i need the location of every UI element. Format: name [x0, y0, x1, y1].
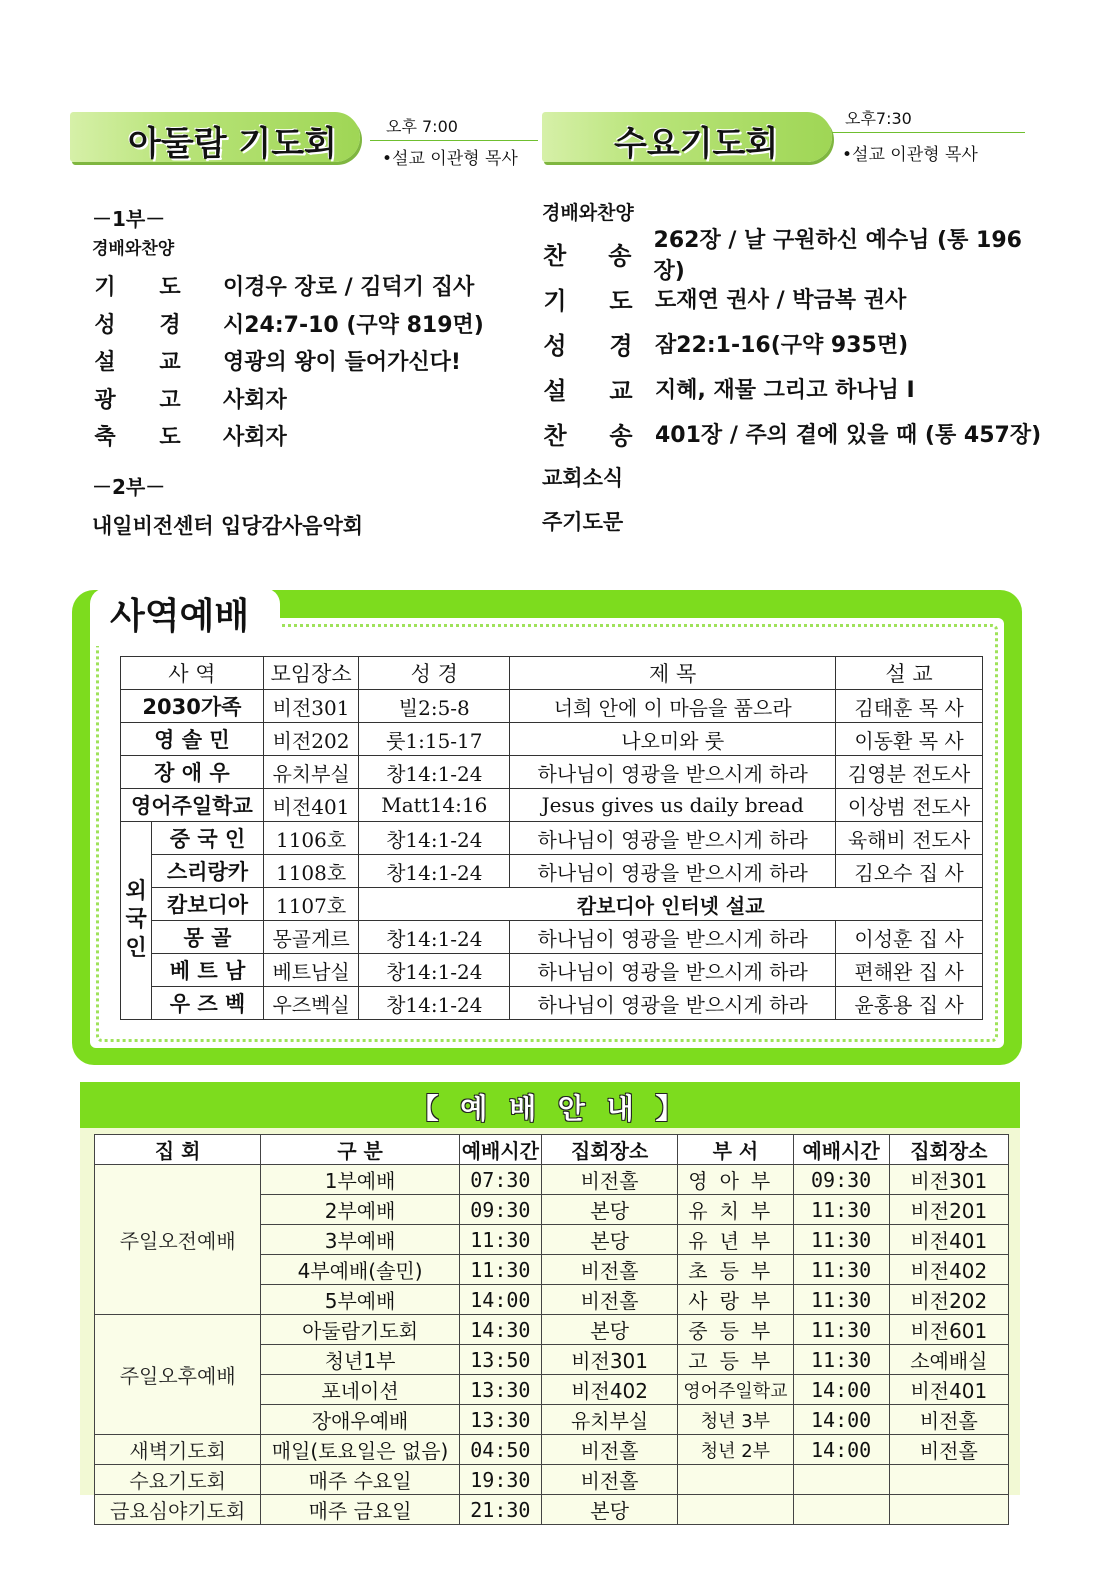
- ministry-title: 사역예배: [110, 596, 250, 637]
- ministry-place: 베트남실: [263, 954, 359, 987]
- guide-place: 본당: [541, 1195, 677, 1225]
- dept-time: 14:00: [793, 1405, 889, 1435]
- dept-place: 비전601: [889, 1315, 1008, 1345]
- ministry-name: 캄보디아: [152, 888, 264, 921]
- ministry-row: [121, 789, 983, 822]
- ministry-row: [121, 756, 983, 789]
- dept-time: 11:30: [793, 1315, 889, 1345]
- program-key: 성: [543, 332, 567, 360]
- wednesday-preacher: •설교 이관형 목사: [842, 145, 978, 165]
- guide-time: 13:50: [459, 1345, 541, 1375]
- adullam-title: 아둘람 기도회: [128, 124, 337, 164]
- ministry-row: [121, 987, 983, 1020]
- ministry-preacher: 이동환 목 사: [836, 723, 983, 756]
- ministry-col-header: 성 경: [359, 657, 510, 690]
- dept-place: 비전401: [889, 1225, 1008, 1255]
- dept-time: 11:30: [793, 1285, 889, 1315]
- worship-guide-bar: [80, 1082, 1020, 1128]
- ministry-subject: 하나님이 영광을 받으시게 하라: [510, 756, 836, 789]
- guide-time: 19:30: [459, 1465, 541, 1495]
- ministry-preacher: 윤홍용 집 사: [836, 987, 983, 1020]
- ministry-subject: 나오미와 룻: [510, 723, 836, 756]
- guide-place: 비전홀: [541, 1465, 677, 1495]
- dept-place: 비전202: [889, 1285, 1008, 1315]
- empty-cell: [889, 1465, 1008, 1495]
- adullam-program: [92, 203, 532, 540]
- guide-place: 본당: [541, 1225, 677, 1255]
- program-key: 교: [609, 377, 633, 405]
- guide-type: 매주 수요일: [261, 1465, 459, 1495]
- ministry-title-tab: [90, 588, 280, 646]
- program-key: 찬: [543, 242, 567, 270]
- guide-time: 11:30: [459, 1255, 541, 1285]
- guide-type: 아둘람기도회: [261, 1315, 459, 1345]
- program-key: 교: [159, 350, 181, 376]
- ministry-place: 유치부실: [263, 756, 359, 789]
- program-value: 도재연 권사 / 박금복 권사: [655, 288, 907, 313]
- program-row: [542, 411, 1042, 456]
- ministry-col-header: 모임장소: [263, 657, 359, 690]
- program-value: 262장 / 날 구원하신 예수님 (통 196장): [653, 227, 1022, 284]
- ministry-name: 영 솔 민: [121, 723, 264, 756]
- dept-name: 유년부: [678, 1225, 793, 1255]
- ministry-place: 몽골게르: [263, 921, 359, 954]
- dept-time: 14:00: [793, 1435, 889, 1465]
- dept-place: 비전301: [889, 1165, 1008, 1195]
- program-row: [92, 417, 532, 455]
- ministry-subject: 하나님이 영광을 받으시게 하라: [510, 921, 836, 954]
- ministry-name: 영어주일학교: [121, 789, 264, 822]
- dept-time: 11:30: [793, 1345, 889, 1375]
- guide-type: 2부예배: [261, 1195, 459, 1225]
- guide-time: 14:00: [459, 1285, 541, 1315]
- ministry-bible: Matt14:16: [359, 789, 510, 822]
- ministry-bible: 창14:1-24: [359, 921, 510, 954]
- dept-name: 청년 2부: [678, 1435, 793, 1465]
- empty-cell: [678, 1465, 793, 1495]
- adullam-header: [70, 100, 540, 170]
- ministry-preacher: 이성훈 집 사: [836, 921, 983, 954]
- guide-time: 11:30: [459, 1225, 541, 1255]
- dept-name: 영아부: [678, 1165, 793, 1195]
- ministry-row: [121, 888, 983, 921]
- ministry-table-header: [121, 657, 983, 690]
- ministry-col-header: 설 교: [836, 657, 983, 690]
- program-row: [542, 321, 1042, 366]
- part2-title: 내일비전센터 입당감사음악회: [92, 513, 364, 538]
- ministry-preacher: 편해완 집 사: [836, 954, 983, 987]
- wednesday-header: [542, 100, 1027, 170]
- divider: [370, 140, 538, 141]
- foreign-group-label: 외 국 인: [121, 822, 152, 1020]
- divider: [832, 132, 1025, 133]
- dept-time: 11:30: [793, 1255, 889, 1285]
- program-row: [92, 342, 532, 380]
- guide-type: 1부예배: [261, 1165, 459, 1195]
- guide-place: 비전홀: [541, 1285, 677, 1315]
- ministry-bible: 빌2:5-8: [359, 690, 510, 723]
- guide-type: 청년1부: [261, 1345, 459, 1375]
- program-value: 사회자: [223, 387, 287, 413]
- worship-guide-table: [94, 1134, 1009, 1525]
- guide-col-header: 집 회: [95, 1135, 261, 1165]
- guide-row: [95, 1465, 1009, 1495]
- part1-label: －1부－: [92, 207, 166, 231]
- program-key: 송: [609, 422, 633, 450]
- program-value: 이경우 장로 / 김덕기 집사: [223, 275, 475, 301]
- guide-place: 비전홀: [541, 1435, 677, 1465]
- wednesday-title: 수요기도회: [614, 124, 779, 164]
- empty-cell: [793, 1495, 889, 1525]
- ministry-name: 베 트 남: [152, 954, 264, 987]
- dept-place: 비전401: [889, 1375, 1008, 1405]
- ministry-name: 스리랑카: [152, 855, 264, 888]
- ministry-row: [121, 690, 983, 723]
- guide-col-header: 집회장소: [889, 1135, 1008, 1165]
- ministry-bible: 창14:1-24: [359, 756, 510, 789]
- ministry-preacher: 이상범 전도사: [836, 789, 983, 822]
- guide-group-name: 새벽기도회: [95, 1435, 261, 1465]
- ministry-row: [121, 921, 983, 954]
- dept-name: 영어주일학교: [678, 1375, 793, 1405]
- ministry-name: 2030가족: [121, 690, 264, 723]
- ministry-col-header: 제 목: [510, 657, 836, 690]
- ministry-name: 몽 골: [152, 921, 264, 954]
- dept-place: 비전홀: [889, 1435, 1008, 1465]
- dept-name: 고등부: [678, 1345, 793, 1375]
- program-value: 401장 / 주의 곁에 있을 때 (통 457장): [655, 423, 1042, 448]
- ministry-row: [121, 954, 983, 987]
- dept-time: 14:00: [793, 1375, 889, 1405]
- empty-cell: [793, 1465, 889, 1495]
- program-row: [92, 267, 532, 305]
- program-value: 잠22:1-16(구약 935면): [655, 333, 909, 358]
- wednesday-title-banner: [542, 112, 832, 162]
- guide-place: 비전301: [541, 1345, 677, 1375]
- guide-place: 비전홀: [541, 1165, 677, 1195]
- guide-row: [95, 1435, 1009, 1465]
- guide-table-header: [95, 1135, 1009, 1165]
- ministry-subject: 하나님이 영광을 받으시게 하라: [510, 987, 836, 1020]
- ministry-subject: 하나님이 영광을 받으시게 하라: [510, 855, 836, 888]
- program-row: [92, 305, 532, 343]
- ministry-subject: 하나님이 영광을 받으시게 하라: [510, 954, 836, 987]
- program-key: 기: [543, 287, 567, 315]
- dept-name: 유치부: [678, 1195, 793, 1225]
- dept-time: 09:30: [793, 1165, 889, 1195]
- guide-time: 13:30: [459, 1405, 541, 1435]
- wednesday-time: 오후7:30: [845, 109, 912, 128]
- empty-cell: [678, 1495, 793, 1525]
- empty-cell: [889, 1495, 1008, 1525]
- guide-group-name: 금요심야기도회: [95, 1495, 261, 1525]
- guide-col-header: 예배시간: [459, 1135, 541, 1165]
- ministry-place: 1107호: [263, 888, 359, 921]
- church-news: 교회소식: [542, 466, 624, 490]
- ministry-subject: 하나님이 영광을 받으시게 하라: [510, 822, 836, 855]
- ministry-place: 비전202: [263, 723, 359, 756]
- dept-name: 청년 3부: [678, 1405, 793, 1435]
- program-key: 경: [609, 332, 633, 360]
- ministry-place: 비전401: [263, 789, 359, 822]
- ministry-bible: 창14:1-24: [359, 822, 510, 855]
- lords-prayer: 주기도문: [542, 510, 624, 534]
- program-key: 경: [159, 312, 181, 338]
- dept-time: 11:30: [793, 1195, 889, 1225]
- guide-group-name: 주일오전예배: [95, 1165, 261, 1315]
- dept-place: 소예배실: [889, 1345, 1008, 1375]
- opening-praise: 경배와찬양: [92, 239, 175, 259]
- ministry-place: 우즈벡실: [263, 987, 359, 1020]
- guide-place: 유치부실: [541, 1405, 677, 1435]
- guide-type: 4부예배(솔민): [261, 1255, 459, 1285]
- adullam-title-banner: [70, 112, 360, 162]
- guide-type: 매일(토요일은 없음): [261, 1435, 459, 1465]
- guide-time: 13:30: [459, 1375, 541, 1405]
- program-key: 도: [609, 287, 633, 315]
- ministry-name: 장 애 우: [121, 756, 264, 789]
- ministry-subject: 너희 안에 이 마음을 품으라: [510, 690, 836, 723]
- dept-place: 비전402: [889, 1255, 1008, 1285]
- ministry-preacher: 김오수 집 사: [836, 855, 983, 888]
- adullam-preacher: •설교 이관형 목사: [382, 149, 518, 169]
- dept-name: 초등부: [678, 1255, 793, 1285]
- part2-label: －2부－: [92, 474, 166, 499]
- dept-place: 비전201: [889, 1195, 1008, 1225]
- ministry-place: 1108호: [263, 855, 359, 888]
- guide-time: 07:30: [459, 1165, 541, 1195]
- program-key: 찬: [543, 422, 567, 450]
- guide-col-header: 예배시간: [793, 1135, 889, 1165]
- guide-time: 04:50: [459, 1435, 541, 1465]
- ministry-row: [121, 822, 983, 855]
- ministry-worship-panel: [72, 590, 1022, 1065]
- ministry-bible: 룻1:15-17: [359, 723, 510, 756]
- worship-guide-panel: [80, 1128, 1020, 1523]
- program-key: 도: [159, 425, 181, 451]
- dept-time: 11:30: [793, 1225, 889, 1255]
- dept-place: 비전홀: [889, 1405, 1008, 1435]
- program-value: 영광의 왕이 들어가신다!: [223, 350, 461, 376]
- program-row: [542, 227, 1042, 284]
- ministry-preacher: 김영분 전도사: [836, 756, 983, 789]
- guide-col-header: 집회장소: [541, 1135, 677, 1165]
- adullam-time: 오후 7:00: [386, 117, 458, 136]
- guide-time: 21:30: [459, 1495, 541, 1525]
- ministry-name: 중 국 인: [152, 822, 264, 855]
- program-row: [542, 366, 1042, 411]
- program-key: 광: [94, 387, 116, 413]
- guide-place: 비전402: [541, 1375, 677, 1405]
- ministry-name: 우 즈 벡: [152, 987, 264, 1020]
- program-value: 지혜, 재물 그리고 하나님 Ⅰ: [655, 378, 915, 403]
- ministry-col-header: 사 역: [121, 657, 264, 690]
- ministry-row: [121, 723, 983, 756]
- guide-place: 본당: [541, 1495, 677, 1525]
- program-key: 송: [608, 242, 632, 270]
- guide-row: [95, 1165, 1009, 1195]
- ministry-place: 1106호: [263, 822, 359, 855]
- program-key: 기: [94, 275, 116, 301]
- program-value: 사회자: [223, 425, 287, 451]
- guide-group-name: 주일오후예배: [95, 1315, 261, 1435]
- guide-col-header: 부 서: [678, 1135, 793, 1165]
- guide-time: 14:30: [459, 1315, 541, 1345]
- program-key: 설: [543, 377, 567, 405]
- program-key: 도: [159, 275, 181, 301]
- guide-place: 비전홀: [541, 1255, 677, 1285]
- ministry-table: [120, 656, 983, 1020]
- program-row: [92, 380, 532, 418]
- dept-name: 중등부: [678, 1315, 793, 1345]
- guide-type: 매주 금요일: [261, 1495, 459, 1525]
- program-key: 성: [94, 312, 116, 338]
- ministry-subject: Jesus gives us daily bread: [510, 789, 836, 822]
- ministry-row: [121, 855, 983, 888]
- wednesday-program: [542, 198, 1042, 536]
- ministry-bible: 창14:1-24: [359, 855, 510, 888]
- guide-place: 본당: [541, 1315, 677, 1345]
- ministry-preacher: 육해비 전도사: [836, 822, 983, 855]
- ministry-bible: 창14:1-24: [359, 987, 510, 1020]
- program-key: 고: [159, 387, 181, 413]
- guide-type: 3부예배: [261, 1225, 459, 1255]
- program-value: 시24:7-10 (구약 819면): [223, 312, 484, 338]
- guide-group-name: 수요기도회: [95, 1465, 261, 1495]
- guide-type: 장애우예배: [261, 1405, 459, 1435]
- guide-col-header: 구 분: [261, 1135, 459, 1165]
- ministry-merged-note: 캄보디아 인터넷 설교: [359, 888, 983, 921]
- dept-name: 사랑부: [678, 1285, 793, 1315]
- ministry-preacher: 김태훈 목 사: [836, 690, 983, 723]
- guide-type: 5부예배: [261, 1285, 459, 1315]
- program-key: 축: [94, 425, 116, 451]
- guide-row: [95, 1495, 1009, 1525]
- guide-type: 포네이션: [261, 1375, 459, 1405]
- ministry-place: 비전301: [263, 690, 359, 723]
- opening-praise: 경배와찬양: [542, 202, 634, 224]
- guide-row: [95, 1315, 1009, 1345]
- program-key: 설: [94, 350, 116, 376]
- guide-time: 09:30: [459, 1195, 541, 1225]
- worship-guide-title: 【 예 배 안 내 】: [410, 1092, 690, 1125]
- ministry-bible: 창14:1-24: [359, 954, 510, 987]
